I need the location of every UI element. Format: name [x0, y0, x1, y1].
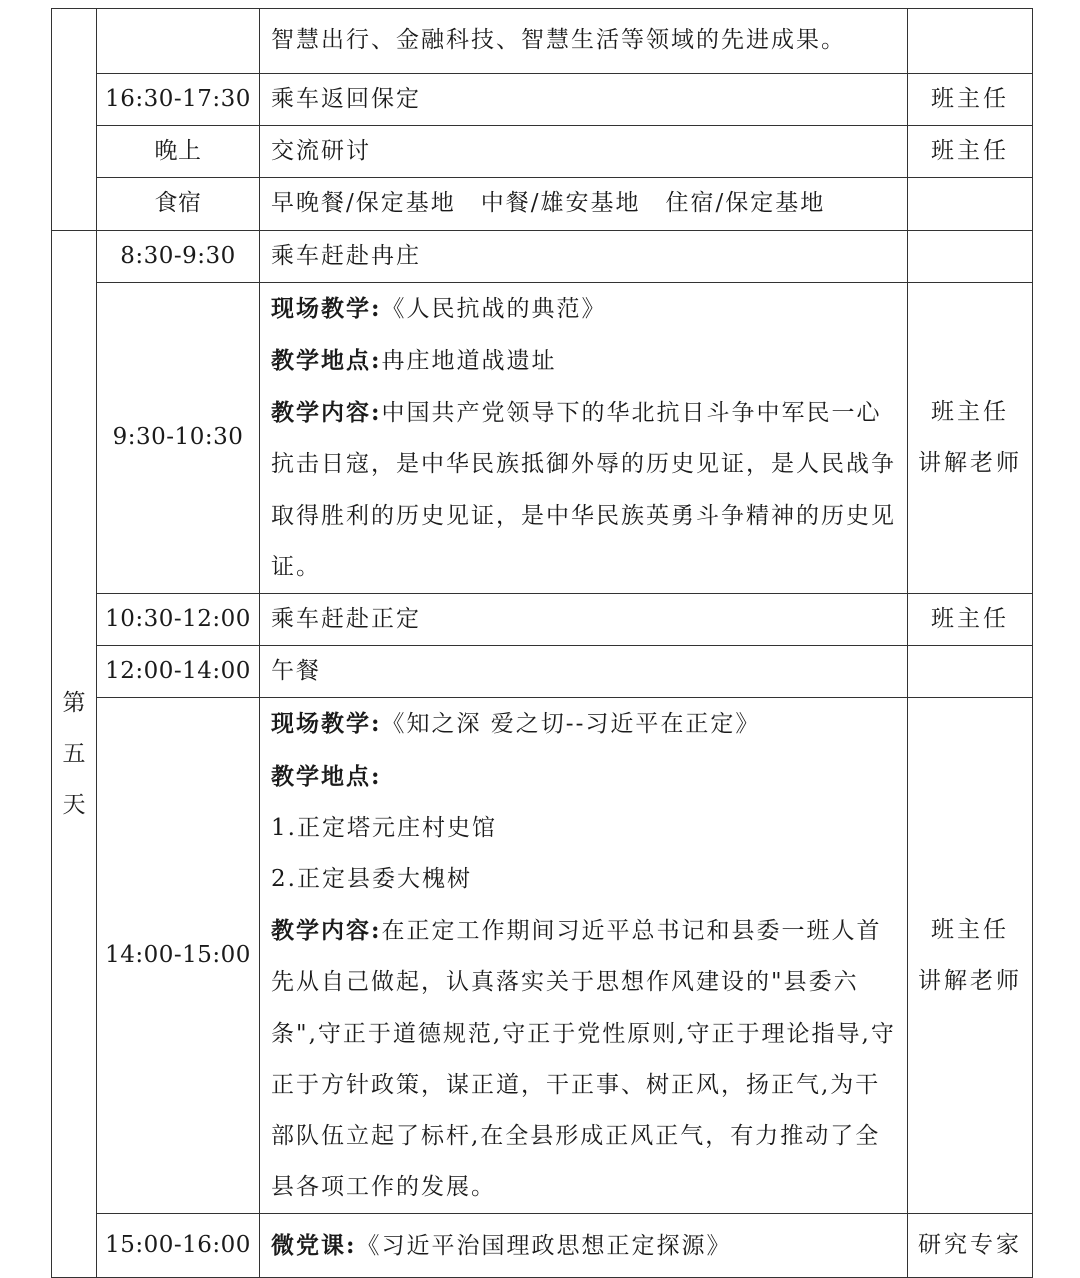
table-row	[52, 698, 1033, 1214]
responsible-cell: 班主任	[908, 126, 1033, 178]
time-cell: 10:30-12:00	[97, 594, 260, 646]
teaching-content: 教学内容:中国共产党领导下的华北抗日斗争中军民一心抗击日寇，是中华民族抵御外辱的历史见证，是人民战争取得胜利的历史见证，是中华民族英勇斗争精神的历史见证。	[271, 399, 896, 580]
teaching-topic: 现场教学:《知之深 爱之切--习近平在正定》	[271, 710, 761, 738]
schedule-table	[51, 8, 1033, 1278]
location-item: 2.正定县委大槐树	[271, 866, 472, 893]
teaching-content: 教学内容:在正定工作期间习近平总书记和县委一班人首先从自己做起，认真落实关于思想作风建设的"县委六条",守正于道德规范,守正于党性原则,守正于理论指导,守正于方针政策，谋正道，干正事、树正风，扬正气,为干部队伍立起了标杆,在全县形成正风正气，有力推动了全县各项工作的发展。	[271, 917, 896, 1201]
responsible-cell: 班主任 讲解老师	[908, 282, 1033, 593]
responsible-cell: 班主任	[908, 594, 1033, 646]
content-cell	[260, 282, 908, 593]
responsible-cell	[908, 230, 1033, 282]
content-cell: 乘车赶赴正定	[260, 594, 908, 646]
time-cell	[97, 9, 260, 74]
content-cell: 午餐	[260, 646, 908, 698]
responsible-cell: 研究专家	[908, 1214, 1033, 1278]
table-row	[52, 594, 1033, 646]
content-cell: 交流研讨	[260, 126, 908, 178]
table-row	[52, 230, 1033, 282]
teaching-topic: 现场教学:《人民抗战的典范》	[271, 294, 607, 322]
content-cell: 乘车赶赴冉庄	[260, 230, 908, 282]
content-cell	[260, 698, 908, 1214]
content-cell: 微党课:《习近平治国理政思想正定探源》	[260, 1214, 908, 1278]
teaching-location: 教学地点:	[271, 762, 382, 790]
day-label-char: 第	[62, 689, 86, 716]
table-row	[52, 126, 1033, 178]
day-cell	[52, 9, 97, 231]
time-cell: 晚上	[97, 126, 260, 178]
teaching-location: 教学地点:冉庄地道战遗址	[271, 347, 557, 375]
table-row	[52, 178, 1033, 230]
table-row	[52, 74, 1033, 126]
table-row	[52, 646, 1033, 698]
responsible-cell: 班主任	[908, 74, 1033, 126]
day-label-char: 天	[62, 791, 86, 818]
day-label-char: 五	[62, 740, 86, 767]
content-cell: 智慧出行、金融科技、智慧生活等领域的先进成果。	[260, 9, 908, 74]
table-row	[52, 9, 1033, 74]
location-item: 1.正定塔元庄村史馆	[271, 814, 497, 841]
content-cell: 早晚餐/保定基地 中餐/雄安基地 住宿/保定基地	[260, 178, 908, 230]
time-cell: 8:30-9:30	[97, 230, 260, 282]
responsible-cell: 班主任 讲解老师	[908, 698, 1033, 1214]
responsible-cell	[908, 9, 1033, 74]
time-cell: 9:30-10:30	[97, 282, 260, 593]
responsible-cell	[908, 178, 1033, 230]
content-cell: 乘车返回保定	[260, 74, 908, 126]
time-cell: 食宿	[97, 178, 260, 230]
time-cell: 15:00-16:00	[97, 1214, 260, 1278]
time-cell: 14:00-15:00	[97, 698, 260, 1214]
responsible-cell	[908, 646, 1033, 698]
time-cell: 12:00-14:00	[97, 646, 260, 698]
table-row	[52, 282, 1033, 593]
table-row	[52, 1214, 1033, 1278]
time-cell: 16:30-17:30	[97, 74, 260, 126]
day-label-cell	[52, 230, 97, 1278]
